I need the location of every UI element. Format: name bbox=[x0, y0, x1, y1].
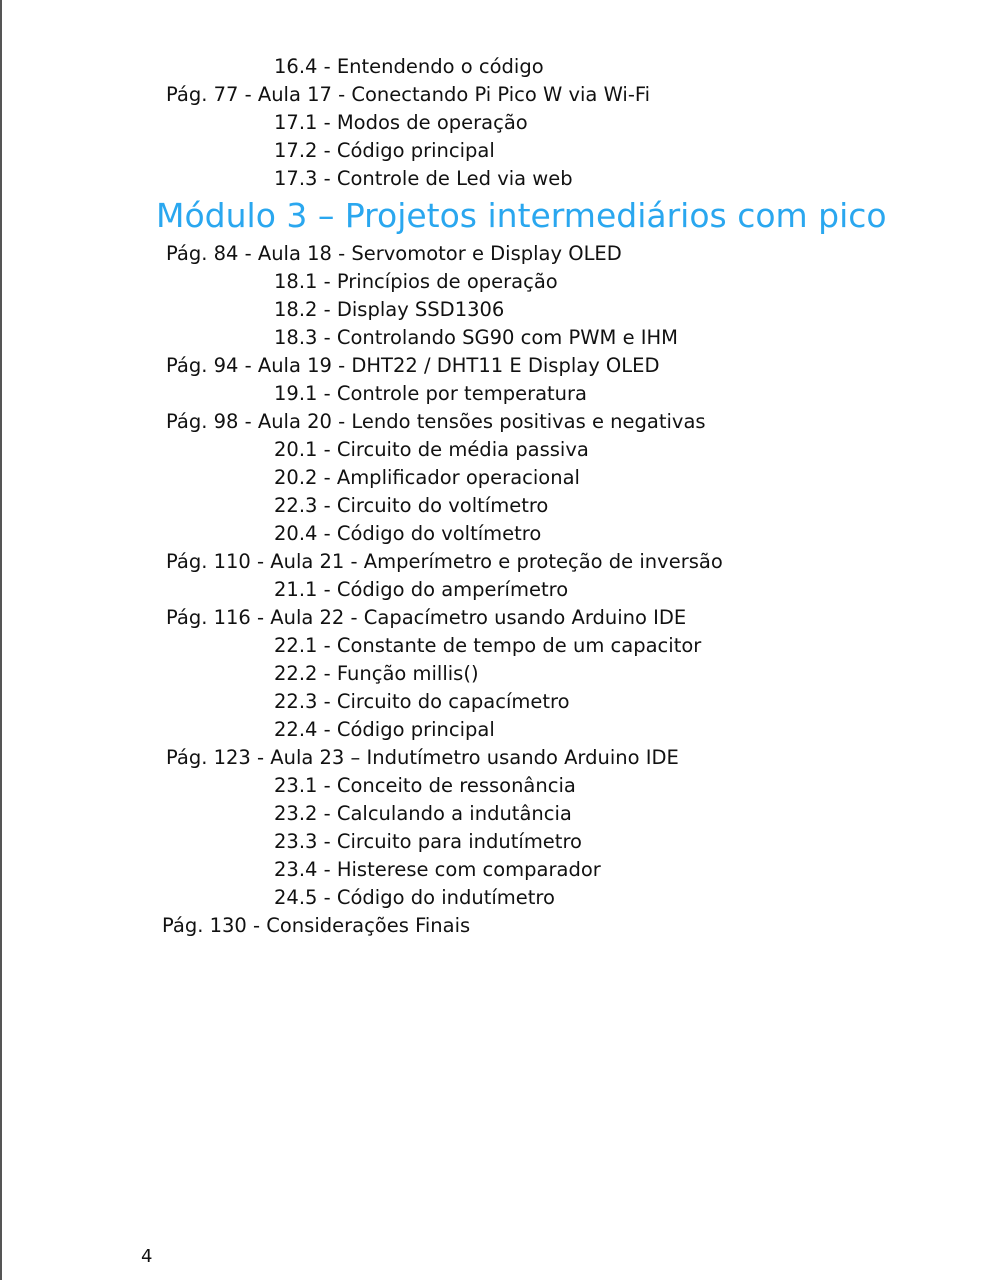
toc-entry-sub: 17.3 - Controle de Led via web bbox=[274, 167, 573, 190]
page-number: 4 bbox=[141, 1246, 153, 1267]
toc-entry-lesson: Pág. 98 - Aula 20 - Lendo tensões positivas e negativas bbox=[166, 410, 706, 433]
table-of-contents bbox=[0, 53, 983, 940]
toc-section-before-module bbox=[0, 53, 983, 193]
toc-entry-lesson: Pág. 77 - Aula 17 - Conectando Pi Pico W via Wi-Fi bbox=[166, 83, 651, 106]
toc-section-module-3 bbox=[0, 240, 983, 940]
toc-entry-lesson: Pág. 84 - Aula 18 - Servomotor e Display OLED bbox=[166, 242, 622, 265]
toc-entry-sub: 18.1 - Princípios de operação bbox=[274, 270, 558, 293]
toc-entry-lesson: Pág. 110 - Aula 21 - Amperímetro e proteção de inversão bbox=[166, 550, 723, 573]
toc-entry-lesson: Pág. 94 - Aula 19 - DHT22 / DHT11 E Display OLED bbox=[166, 354, 660, 377]
toc-entry-sub: 18.2 - Display SSD1306 bbox=[274, 298, 505, 321]
toc-entry-sub: 17.2 - Código principal bbox=[274, 139, 495, 162]
toc-entry-sub: 18.3 - Controlando SG90 com PWM e IHM bbox=[274, 326, 678, 349]
toc-entry-sub: 22.3 - Circuito do capacímetro bbox=[274, 690, 570, 713]
toc-entry-sub: 24.5 - Código do indutímetro bbox=[274, 886, 555, 909]
toc-entry-lesson: Pág. 123 - Aula 23 – Indutímetro usando Arduino IDE bbox=[166, 746, 679, 769]
toc-entry-sub: 22.3 - Circuito do voltímetro bbox=[274, 494, 549, 517]
toc-entry-final: Pág. 130 - Considerações Finais bbox=[162, 914, 471, 937]
toc-entry-sub: 16.4 - Entendendo o código bbox=[274, 55, 544, 78]
module-title: Módulo 3 – Projetos intermediários com pico bbox=[156, 196, 887, 235]
toc-entry-sub: 23.4 - Histerese com comparador bbox=[274, 858, 601, 881]
toc-entry-sub: 21.1 - Código do amperímetro bbox=[274, 578, 569, 601]
toc-entry-sub: 20.2 - Amplificador operacional bbox=[274, 466, 580, 489]
toc-entry-sub: 23.2 - Calculando a indutância bbox=[274, 802, 572, 825]
toc-entry-sub: 22.4 - Código principal bbox=[274, 718, 495, 741]
toc-entry-sub: 17.1 - Modos de operação bbox=[274, 111, 528, 134]
toc-entry-sub: 20.4 - Código do voltímetro bbox=[274, 522, 542, 545]
toc-entry-sub: 23.1 - Conceito de ressonância bbox=[274, 774, 576, 797]
toc-entry-sub: 19.1 - Controle por temperatura bbox=[274, 382, 588, 405]
toc-entry-sub: 23.3 - Circuito para indutímetro bbox=[274, 830, 582, 853]
toc-entry-sub: 22.1 - Constante de tempo de um capacitor bbox=[274, 634, 702, 657]
toc-entry-sub: 22.2 - Função millis() bbox=[274, 662, 479, 685]
toc-entry-sub: 20.1 - Circuito de média passiva bbox=[274, 438, 589, 461]
toc-entry-lesson: Pág. 116 - Aula 22 - Capacímetro usando Arduino IDE bbox=[166, 606, 687, 629]
